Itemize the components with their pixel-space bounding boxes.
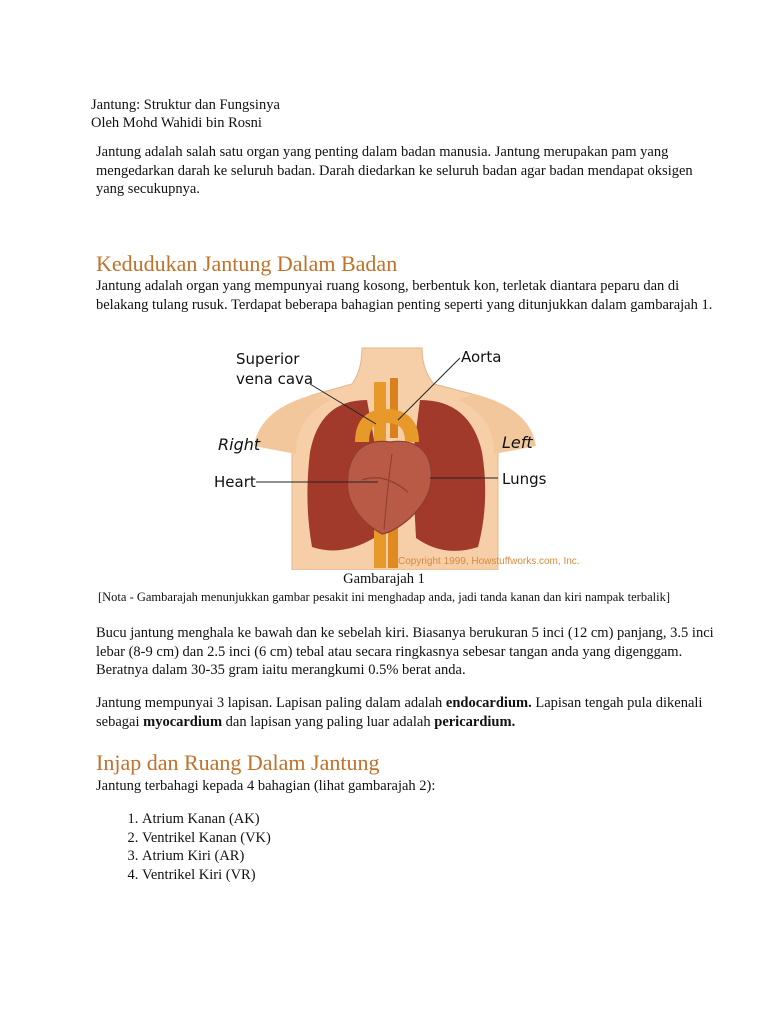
list-item: 3. Atrium Kiri (AR): [142, 847, 271, 866]
heart-layers-paragraph: [96, 694, 714, 731]
list-item: 2. Ventrikel Kanan (VK): [142, 829, 271, 848]
term-pericardium: pericardium.: [434, 713, 516, 730]
figure-note: [Nota - Gambarajah menunjukkan gambar pesakit ini menghadap anda, jadi tanda kanan dan kiri nampak terbalik]: [97, 590, 670, 604]
heart-chambers-list: [96, 810, 271, 884]
label-aorta: Aorta: [461, 348, 502, 366]
layers-text-1: Jantung mempunyai 3 lapisan. Lapisan paling dalam adalah: [96, 695, 446, 711]
list-item: 1. Atrium Kanan (AK): [142, 810, 271, 829]
label-heart: Heart: [214, 473, 256, 491]
section-injap-paragraph: Jantung terbahagi kepada 4 bahagian (lihat gambarajah 2):: [96, 778, 436, 794]
term-endocardium: endocardium.: [445, 695, 532, 711]
copyright-text: Copyright 1999, Howstuffworks.com, Inc.: [398, 556, 580, 567]
term-myocardium: myocardium: [143, 713, 223, 730]
label-lungs: Lungs: [502, 470, 547, 488]
label-vena-cava: vena cava: [236, 370, 314, 388]
heart-diagram: [212, 342, 582, 570]
intro-paragraph: Jantung adalah salah satu organ yang penting dalam badan manusia. Jantung merupakan pam yang mengedarkan darah ke seluruh badan. Darah diedarkan ke seluruh badan agar badan mendapat oksigen yang secukupnya.: [96, 144, 693, 197]
layers-text-2: Lapisan tengah pula dikenali sebagai: [96, 695, 703, 730]
section-heading-injap: Injap dan Ruang Dalam Jantung: [96, 750, 380, 775]
label-right: Right: [218, 435, 261, 454]
list-item: 4. Ventrikel Kiri (VR): [142, 866, 271, 885]
section-kedudukan-paragraph: Jantung adalah organ yang mempunyai ruang kosong, berbentuk kon, terletak diantara peparu dan di belakang tulang rusuk. Terdapat beberapa bahagian penting seperti yang ditunjukkan dalam gambarajah 1.: [96, 278, 713, 313]
document-author: Oleh Mohd Wahidi bin Rosni: [91, 115, 262, 131]
layers-text-3: dan lapisan yang paling luar adalah: [222, 713, 435, 730]
heart-size-paragraph: Bucu jantung menghala ke bawah dan ke sebelah kiri. Biasanya berukuran 5 inci (12 cm) panjang, 3.5 inci lebar (8-9 cm) dan 2.5 inci (6 cm) tebal atau secara ringkasnya sebesar tangan anda yang digenggam. Beratnya dalam 30-35 gram iaitu merangkumi 0.5% berat anda.: [96, 625, 714, 678]
label-superior: Superior: [236, 350, 300, 368]
figure-caption: Gambarajah 1: [343, 571, 425, 587]
document-title: Jantung: Struktur dan Fungsinya: [91, 97, 280, 113]
trachea-shape: [390, 378, 398, 438]
section-heading-kedudukan: Kedudukan Jantung Dalam Badan: [96, 251, 398, 276]
label-left: Left: [502, 433, 533, 452]
